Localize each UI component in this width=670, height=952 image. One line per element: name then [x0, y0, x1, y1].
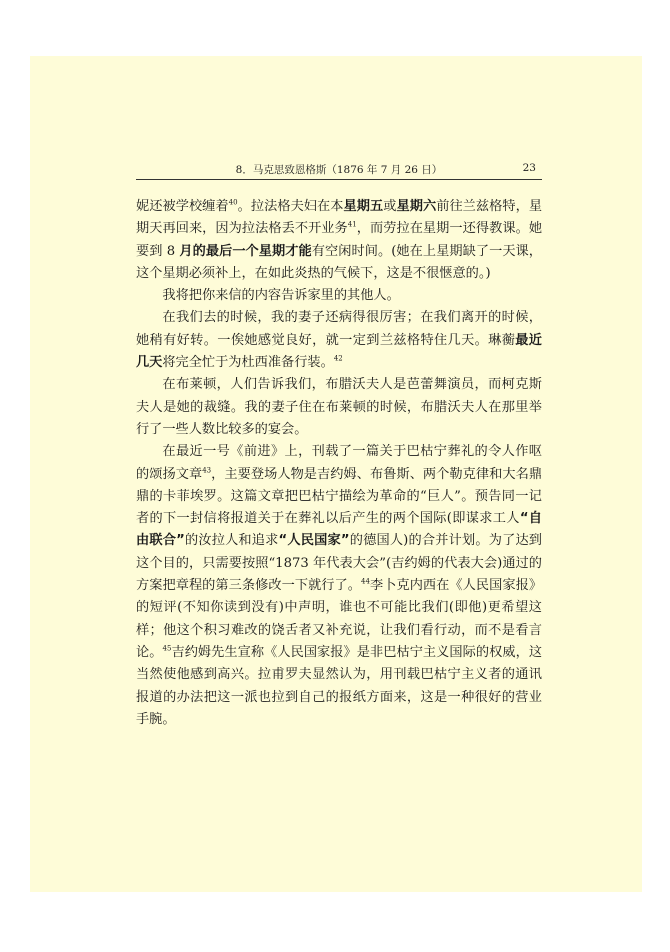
text-run: 。拉法格夫妇在本 — [237, 199, 344, 214]
paragraph — [136, 285, 542, 307]
text-run: 李卜克内西在《人民国家报》的短评(不知你读到没有)中声明，谁也不可能比我们(即他)更希望这样；他这个积习难改的饶舌者又补充说，让我们看行动，而不是看言论。 — [136, 578, 543, 660]
text-run: 的德国人)的合并计划。为了达到这个目的，只需要按照“1873 年代表大会”(吉约姆的代表大会)通过的方案把章程的第三条修改一下就行了。 — [136, 533, 542, 594]
text-run: 在我们去的时候，我的妻子还病得很厉害；在我们离开的时候，她稍有好转。一俟她感觉良好，就一定到兰兹格特住几天。琳蘅 — [136, 310, 542, 348]
paragraph — [136, 441, 542, 731]
paragraph — [136, 374, 542, 441]
text-run: 的汝拉人和追求 — [184, 533, 279, 549]
text-run: 有空闲时间。(她在上星期缺了一天课，这个星期必须补上，在如此炎热的气候下，这是不很惬意的。) — [136, 243, 542, 281]
emphasis-text: “自由联合” — [136, 511, 542, 549]
text-run: ，主要登场人物是吉约姆、布鲁斯、两个勒克律和大名鼎鼎的卡菲埃罗。这篇文章把巴枯宁描绘为革命的“巨人”。预告同一记者的下一封信将报道关于在葬礼以后产生的两个国际(即谋求工人 — [136, 466, 543, 527]
text-run: 或 — [383, 199, 397, 214]
paragraph — [136, 307, 542, 374]
body-text — [136, 196, 542, 731]
header-title: 8．马克思致恩格斯（1876 年 7 月 26 日） — [235, 164, 443, 176]
footnote-ref: 44 — [361, 577, 370, 586]
emphasis-text: 月的最后一个星期才能 — [179, 243, 312, 259]
text-run: 前往兰兹格特，星期天再回来，因为拉法格丢不开业务 — [136, 199, 543, 237]
paragraph — [136, 196, 542, 285]
emphasis-text: 星期六 — [396, 199, 437, 214]
text-run: 我将把你来信的内容告诉家里的其他人。 — [162, 288, 400, 304]
text-run: 吉约姆先生宣称《人民国家报》是非巴枯宁主义国际的权威，这当然使他感到高兴。拉甫罗夫显然认为，用刊载巴枯宁主义者的通讯报道的办法把这一派也拉到自己的报纸方面来，这是一种很好的营业手腕。 — [136, 644, 543, 727]
text-run: 在最近一号《前进》上，刊载了一篇关于巴枯宁葬礼的令人作呕的颂扬文章 — [136, 444, 542, 482]
text-run: 在布莱顿，人们告诉我们，布腊沃夫人是芭蕾舞演员，而柯克斯夫人是她的裁缝。我的妻子住在布莱顿的时候，布腊沃夫人在那里举行了一些人数比较多的宴会。 — [136, 377, 542, 437]
running-header — [136, 159, 542, 180]
footnote-ref: 40 — [228, 198, 238, 207]
page-number: 23 — [522, 162, 536, 174]
text-run: 将完全忙于为杜西准备行装。 — [162, 355, 334, 371]
footnote-ref: 41 — [347, 220, 357, 229]
emphasis-text: 星期五 — [343, 199, 384, 214]
footnote-ref: 45 — [162, 644, 172, 653]
emphasis-text: 最近几天 — [136, 332, 542, 371]
emphasis-text: “人民国家” — [278, 533, 350, 549]
footnote-ref: 43 — [202, 466, 212, 475]
footnote-ref: 42 — [333, 354, 343, 363]
text-run: 妮还被学校缠着 — [136, 199, 229, 214]
text-run: ，而劳拉在星期一还得教课。她要到 8 — [136, 221, 543, 259]
